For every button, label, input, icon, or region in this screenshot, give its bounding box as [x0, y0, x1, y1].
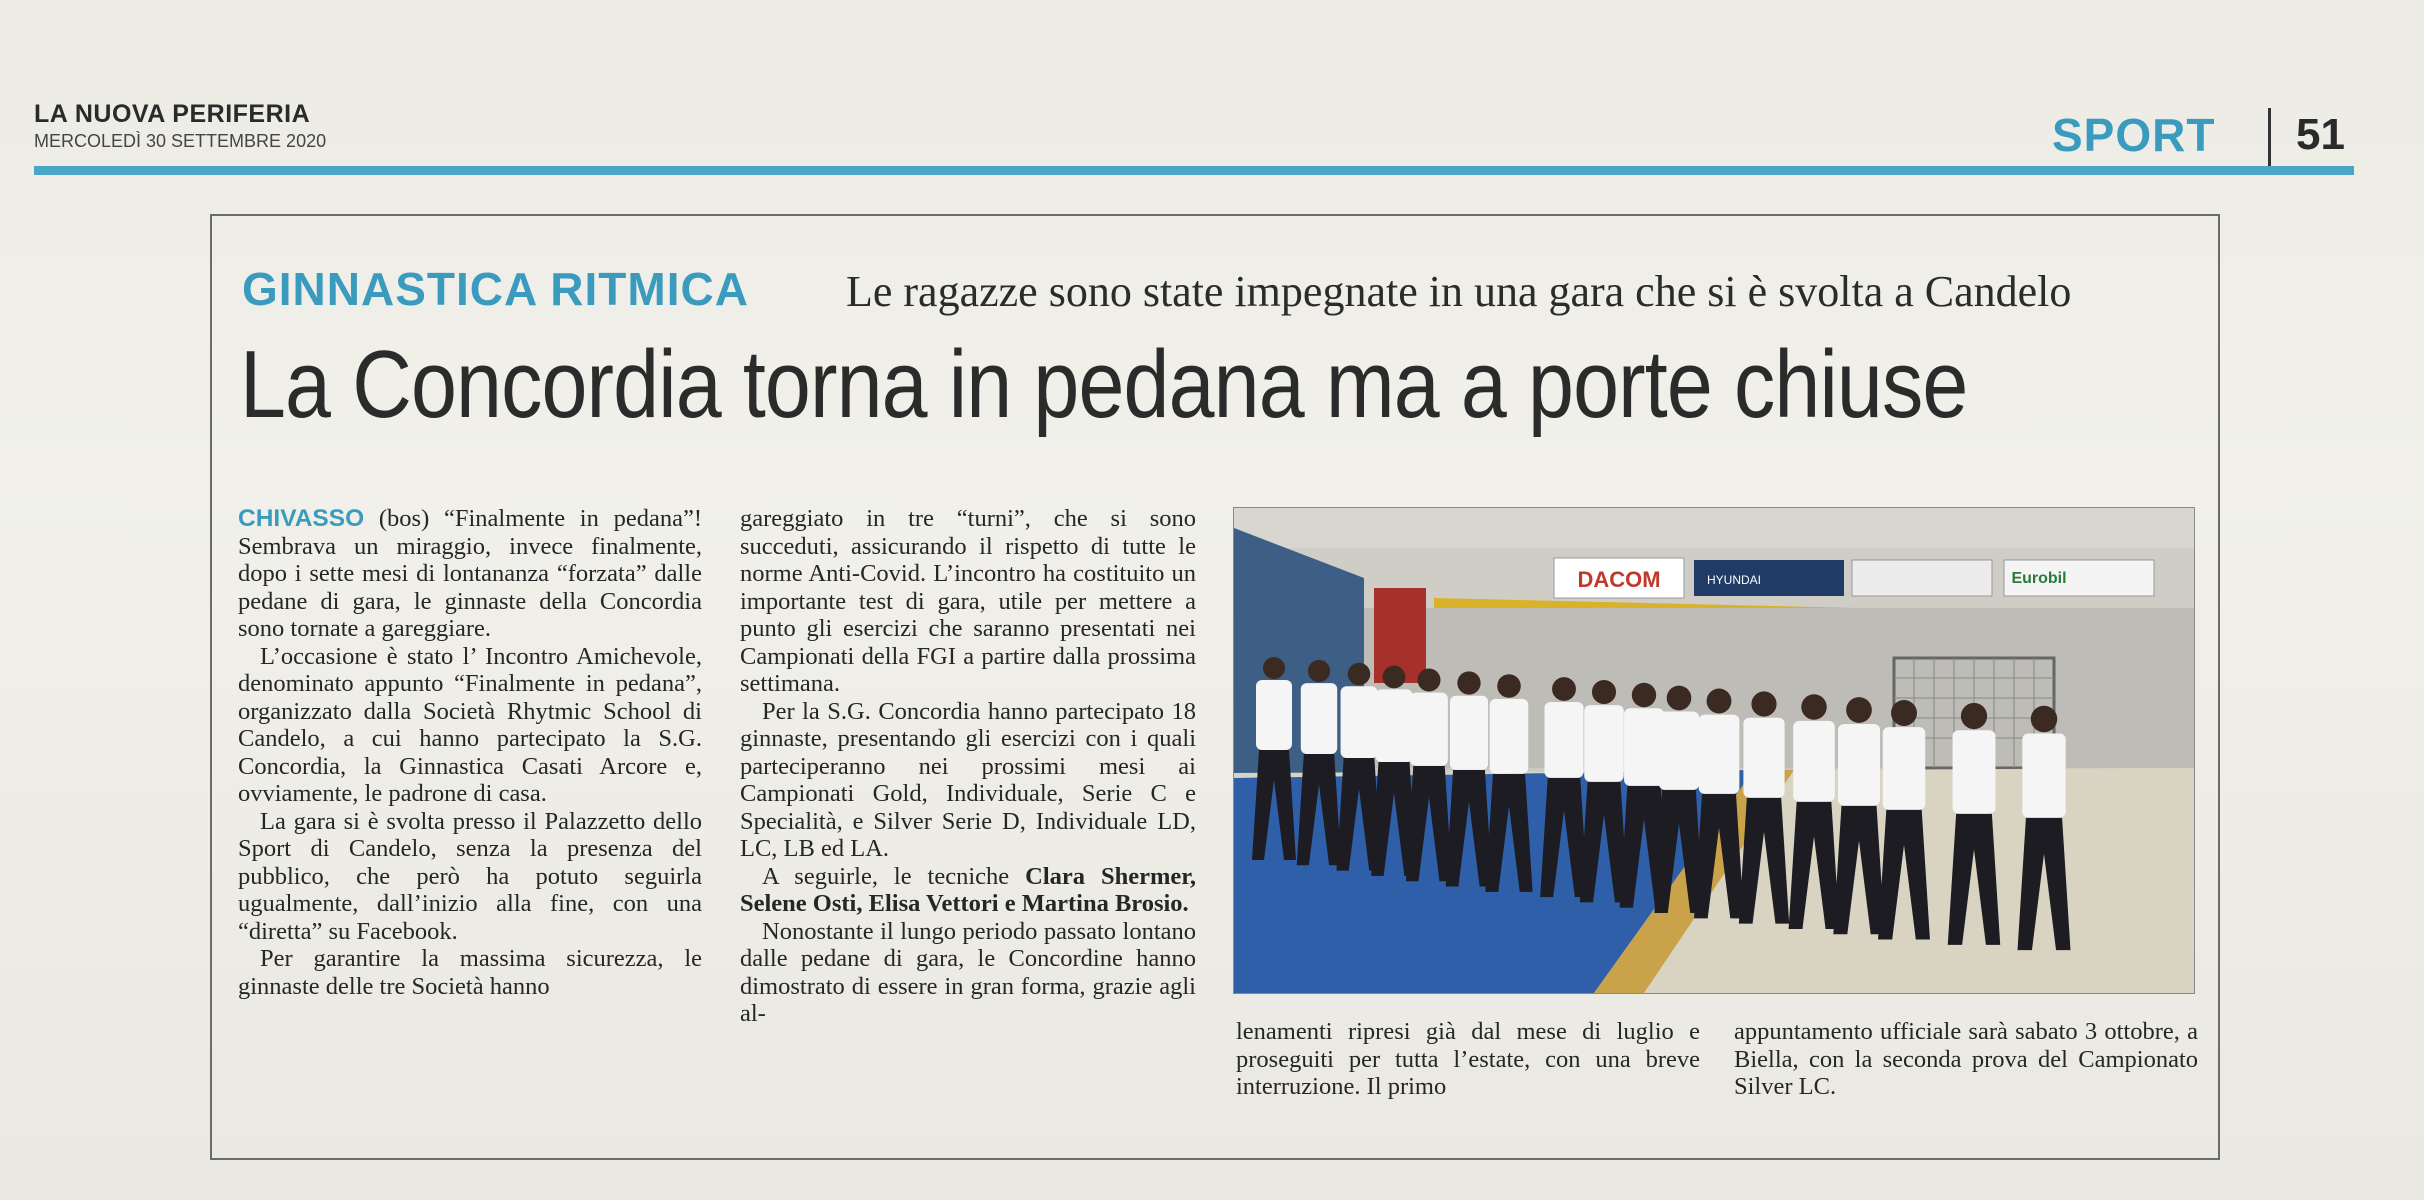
- section-label: SPORT: [2052, 109, 2216, 161]
- banner-text: Eurobil: [2011, 570, 2067, 587]
- paragraph: Nonostante il lungo periodo passato lontano dalle pedane di gara, le Concordine hanno dimostrato di essere in gran forma, grazie agli al-: [740, 917, 1196, 1027]
- article-column-2: [740, 505, 1196, 1028]
- article-column-4: [1734, 1018, 2198, 1101]
- article-column-3: [1236, 1018, 1700, 1101]
- team-photo: [1233, 507, 2195, 994]
- banner-text: HYUNDAI: [1706, 573, 1762, 587]
- banner-text: DACOM: [1577, 567, 1661, 592]
- dateline: CHIVASSO: [238, 505, 365, 532]
- paragraph: appuntamento ufficiale sarà sabato 3 ottobre, a Biella, con la seconda prova del Campionato Silver LC.: [1734, 1018, 2198, 1100]
- paragraph: gareggiato in tre “turni”, che si sono succeduti, assicurando il rispetto di tutte le norme Anti-Covid. L’incontro ha costituito un importante test di gara, utile per mettere a punto gli esercizi che saranno presentati nei Campionati della FGI a partire dalla prossima settimana.: [740, 505, 1196, 697]
- paragraph: L’occasione è stato l’ Incontro Amichevole, denominato appunto “Finalmente in pedana”, organizzato dalla Società Rhytmic School di Candelo, a cui hanno partecipato la S.G. Concordia, la Ginnastica Casati Arcore e, ovviamente, le padrone di casa.: [238, 642, 702, 807]
- paragraph: [740, 863, 1196, 918]
- article-kicker: GINNASTICA RITMICA: [242, 263, 749, 315]
- page-number: 51: [2296, 110, 2345, 159]
- paragraph-text: A seguirle, le tecniche: [762, 862, 1010, 890]
- gym-photo-illustration: [1234, 508, 2194, 993]
- paragraph-text: (bos) “Finalmente in pedana”! Sembrava un miraggio, invece finalmente, dopo i sette mesi di lontananza “forzata” dalle pedane di gara, le ginnaste della Concordia sono tornate a gareggiare.: [238, 505, 702, 642]
- masthead-rule: [34, 166, 2354, 175]
- paragraph: La gara si è svolta presso il Palazzetto dello Sport di Candelo, senza la presenza del pubblico, che però ha potuto seguirla ugualmente, dall’inizio alla fine, con una “diretta” su Facebook.: [238, 807, 702, 945]
- paragraph: Per garantire la massima sicurezza, le ginnaste delle tre Società hanno: [238, 945, 702, 1000]
- article-headline: La Concordia torna in pedana ma a porte chiuse: [240, 331, 1968, 438]
- paragraph: [238, 505, 702, 643]
- article-summary: Le ragazze sono state impegnate in una gara che si è svolta a Candelo: [846, 267, 2072, 316]
- issue-date: MERCOLEDÌ 30 SETTEMBRE 2020: [34, 131, 327, 151]
- paragraph: Per la S.G. Concordia hanno partecipato 18 ginnaste, presentando gli esercizi con i quali parteciperanno nei prossimi mesi ai Campionati Gold, Individuale, Serie C e Specialità, e Silver Serie D, Individuale LD, LC, LB ed LA.: [740, 697, 1196, 862]
- coach-names: Clara Shermer, Selene Osti, Elisa Vettori e Martina Brosio.: [740, 862, 1196, 917]
- newspaper-name: LA NUOVA PERIFERIA: [34, 100, 311, 128]
- masthead-left: [34, 100, 326, 152]
- masthead-divider: [2268, 108, 2271, 166]
- article-column-1: [238, 505, 702, 1000]
- paragraph: lenamenti ripresi già dal mese di luglio e proseguiti per tutta l’estate, con una breve interruzione. Il primo: [1236, 1018, 1700, 1100]
